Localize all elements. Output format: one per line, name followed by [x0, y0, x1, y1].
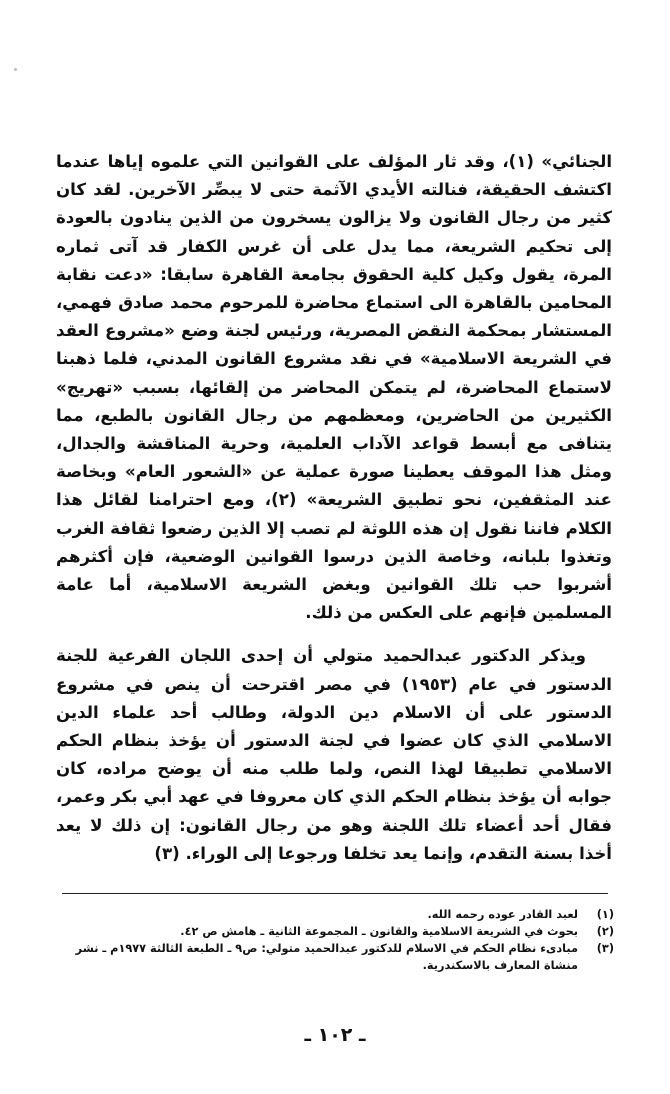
footnote-number: (٢): [596, 925, 614, 938]
footnote-3: [62, 940, 614, 974]
paragraph-1: الجنائي» (١)، وقد ثار المؤلف على القوانين التي علموه إياها عندما اكتشف الحقيقة، فنالته الأيدي الآثمة حتى لا يبصِّر الآخرين. لقد كان كثير من رجال القانون ولا يزالون يسخرون من الذين ينادون بالعودة إلى تحكيم الشريعة، مما يدل على أن غرس الكفار قد آتى ثماره المرة، يقول وكيل كلية الحقوق بجامعة القاهرة سابقا: «دعت نقابة المحامين بالقاهرة الى استماع محاضرة للمرحوم محمد صادق فهمي، المستشار بمحكمة النقض المصرية، ورئيس لجنة وضع «مشروع العقد في الشريعة الاسلامية» في نقد مشروع القانون المدني، فلما ذهبنا لاستماع المحاضرة، لم يتمكن المحاضر من إلقائها، بسبب «تهريج» الكثيرين من الحاضرين، ومعظمهم من رجال القانون بالطبع، مما يتنافى مع أبسط قواعد الآداب العلمية، وحرية المناقشة والجدال، ومثل هذا الموقف يعطينا صورة عملية عن «الشعور العام» وبخاصة عند المثقفين، نحو تطبيق الشريعة» (٢)، ومع احترامنا لقائل هذا الكلام فاننا نقول إن هذه اللوثة لم تصب إلا الذين رضعوا ثقافة الغرب وتغذوا بلبانه، وخاصة الذين درسوا القوانين الوضعية، فإن أكثرهم أشربوا حب تلك القوانين وبغض الشريعة الاسلامية، أما عامة المسلمين فإنهم على العكس من ذلك.: [56, 152, 613, 623]
footnote-1: [62, 906, 614, 923]
footnote-number: (٣): [596, 942, 614, 955]
footnote-2: [62, 923, 614, 940]
scan-speck: [14, 68, 17, 71]
paragraph-2: ويذكر الدكتور عبدالحميد متولي أن إحدى اللجان الفرعية للجنة الدستور في عام (١٩٥٣) في مصر اقترحت أن ينص في مشروع الدستور على أن الاسلام دين الدولة، وطالب أحد علماء الدين الاسلامي الذي كان عضوا في لجنة الدستور أن يؤخذ بنظام الحكم الاسلامي تطبيقا لهذا النص، ولما طلب منه أن يوضح مراده، كان جوابه أن يؤخذ بنظام الحكم الذي كان معروفا في عهد أبي بكر وعمر، فقال أحد أعضاء تلك اللجنة وهو من رجال القانون: إن ذلك لا يعد أخذا بسنة التقدم، وإنما يعد تخلفا ورجوعا إلى الوراء. (٣): [56, 646, 612, 863]
footnote-text: لعبد القادر عوده رحمه الله.: [427, 908, 578, 921]
footnote-number: (١): [596, 908, 614, 921]
footnote-text: بحوث في الشريعة الاسلامية والقانون ـ المجموعة الثانية ـ هامش ص ٤٢.: [180, 925, 578, 938]
main-text: [56, 148, 612, 868]
page-number: ـ ١٠٢ ـ: [304, 1024, 366, 1046]
footnotes: [62, 906, 614, 974]
footnote-text: مبادىء نظام الحكم في الاسلام للدكتور عبدالحميد متولي: ص٩ ـ الطبعة الثالثة ١٩٧٧م ـ نشر منشاة المعارف بالاسكندرية.: [75, 942, 578, 972]
footnote-separator: [62, 893, 608, 894]
